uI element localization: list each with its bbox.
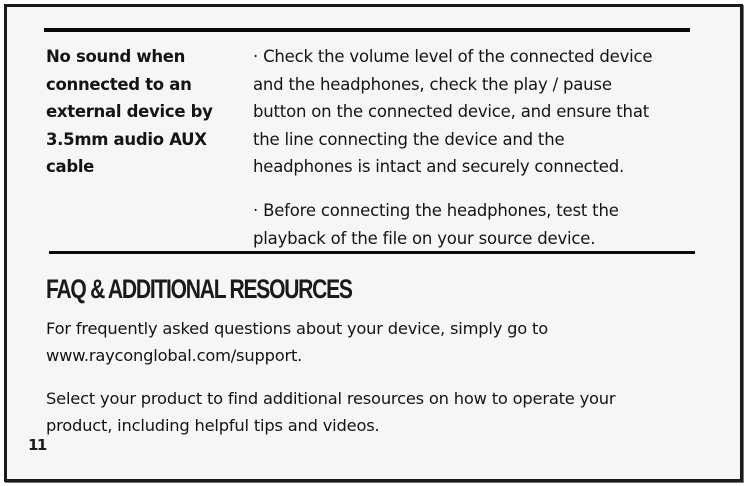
issue-line: cable xyxy=(46,157,95,176)
top-divider xyxy=(44,28,690,32)
solution-1 xyxy=(253,43,703,181)
solution-line: · Check the volume level of the connected device xyxy=(253,47,653,66)
solution-line: · Before connecting the headphones, test the xyxy=(253,201,619,220)
solution-line: and the headphones, check the play / pause xyxy=(253,74,612,94)
faq-heading: FAQ & ADDITIONAL RESOURCES xyxy=(46,274,352,304)
issue-line: external device by xyxy=(46,102,213,121)
solution-line: headphones is intact and securely connected. xyxy=(253,157,625,176)
issue-line: 3.5mm audio AUX xyxy=(46,129,207,149)
faq-paragraph-1 xyxy=(46,315,706,369)
section-divider xyxy=(49,251,695,254)
solution-2 xyxy=(253,197,703,252)
page-number: 11 xyxy=(28,436,46,454)
solution-line: playback of the file on your source device. xyxy=(253,228,596,248)
faq-paragraph-2 xyxy=(46,385,706,439)
issue-label xyxy=(46,43,246,181)
solution-line: button on the connected device, and ensure that xyxy=(253,102,649,121)
support-link[interactable]: www.rayconglobal.com/support. xyxy=(46,346,303,365)
issue-line: No sound when xyxy=(46,47,186,66)
paragraph-line: product, including helpful tips and videos. xyxy=(46,416,380,435)
solution-line: the line connecting the device and the xyxy=(253,129,565,149)
paragraph-line: Select your product to find additional resources on how to operate your xyxy=(46,389,616,408)
issue-line: connected to an xyxy=(46,74,192,94)
paragraph-line: For frequently asked questions about your device, simply go to xyxy=(46,319,548,338)
